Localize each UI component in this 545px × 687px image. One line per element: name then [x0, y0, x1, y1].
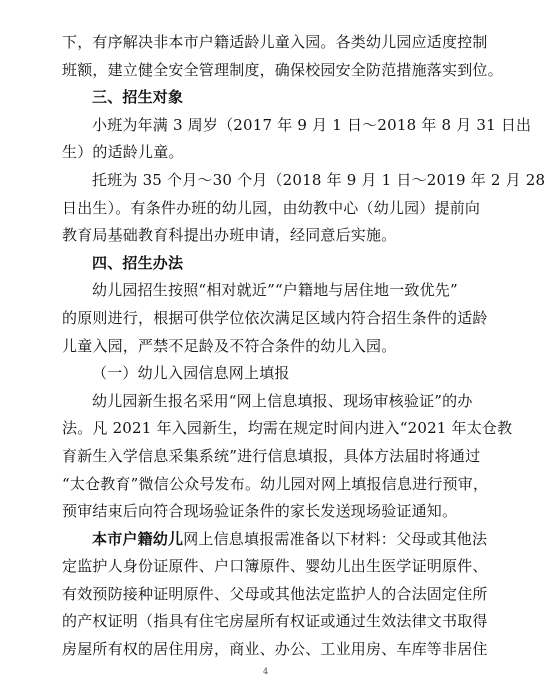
subsection-heading: （一）幼儿入园信息网上填报: [92, 364, 290, 383]
paragraph-line: 预审结束后向符合现场验证条件的家长发送现场验证通知。: [62, 502, 458, 520]
page-number: 4: [262, 667, 269, 676]
paragraph-text: 网上信息填报需准备以下材料：父母或其他法: [183, 529, 488, 548]
paragraph-line: 班额，建立健全安全管理制度，确保校园安全防范措施落实到位。: [62, 60, 503, 79]
section-heading-3: 三、招生对象: [92, 88, 184, 107]
paragraph-line: 有效预防接种证明原件、父母或其他法定监护人的合法固定住所: [62, 584, 488, 603]
paragraph-line: 日出生）。有条件办班的幼儿园，由幼教中心（幼儿园）提前向: [62, 198, 481, 217]
paragraph-line: 房屋所有权的居住用房，商业、办公、工业用房、车库等非居住: [62, 640, 488, 658]
paragraph-line: 下，有序解决非本市户籍适龄儿童入园。各类幼儿园应适度控制: [62, 33, 488, 51]
paragraph-line: 儿童入园，严禁不足龄及不符合条件的幼儿入园。: [62, 336, 397, 355]
paragraph-line: [92, 529, 488, 548]
paragraph-line: 定监护人身份证原件、户口簿原件、婴幼儿出生医学证明原件、: [62, 557, 488, 576]
bold-prefix: 本市户籍幼儿: [92, 529, 184, 548]
paragraph-line: 育新生入学信息采集系统”进行信息填报，具体方法届时将通过: [62, 446, 481, 465]
paragraph-line: 幼儿园招生按照“相对就近”“户籍地与居住地一致优先”: [92, 281, 458, 300]
section-heading-4: 四、招生办法: [92, 253, 184, 272]
paragraph-line: 托班为 35 个月～30 个月（2018 年 9 月 1 日～2019 年 2 月 28: [92, 171, 545, 189]
paragraph-line: 教育局基础教育科提出办班申请，经同意后实施。: [62, 226, 397, 245]
paragraph-line: 的原则进行，根据可供学位依次满足区域内符合招生条件的适龄: [62, 308, 488, 327]
paragraph-line: “太仓教育”微信公众号发布。幼儿园对网上填报信息进行预审，: [62, 474, 489, 493]
paragraph-line: 法。凡 2021 年入园新生，均需在规定时间内进入“2021 年太仓教: [62, 419, 513, 438]
paragraph-line: 的产权证明（指具有住宅房屋所有权证或通过生效法律文书取得: [62, 612, 488, 631]
paragraph-line: 幼儿园新生报名采用“网上信息填报、现场审核验证”的办: [92, 391, 473, 410]
paragraph-line: 小班为年满 3 周岁（2017 年 9 月 1 日～2018 年 8 月 31 日出: [92, 115, 532, 134]
paragraph-line: 生）的适龄儿童。: [62, 143, 184, 162]
